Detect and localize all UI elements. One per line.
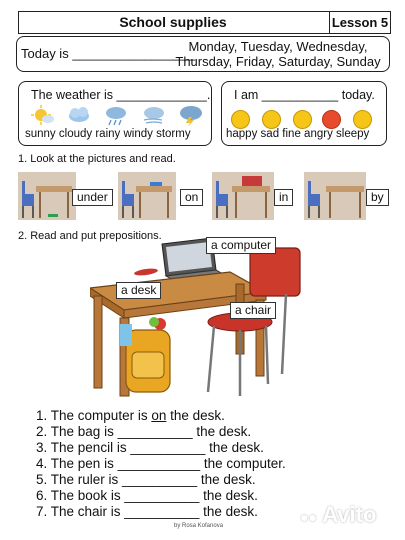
sentence-4-num: 4. [36,456,48,471]
sentence-1-num: 1. [36,408,48,423]
task2-instruction: 2. Read and put prepositions. [18,230,162,242]
author-credit: by Rosa Kofanova [174,523,224,529]
days-list [173,39,383,69]
sentence-1 [36,408,225,423]
lesson-label: Lesson 5 [329,12,390,33]
weather-word-stormy: stormy [156,128,191,140]
weather-prompt: The weather is _____________. [31,88,211,102]
angry-face-icon [322,110,341,129]
sentence-1-pre: The computer is [50,408,152,423]
feeling-word-fine: fine [282,128,301,140]
weather-word-rainy: rainy [95,128,121,140]
label-a-computer: a computer [206,237,276,254]
sentence-7-text: The chair is __________ the desk. [50,504,258,519]
feeling-word-angry: angry [304,128,333,140]
today-label: Today is [21,46,69,61]
desk-chair-picture-4 [304,172,366,220]
storm-icon [180,106,202,126]
sentence-1-answer: on [151,408,167,423]
cloud-icon [69,107,89,122]
sentence-5-text: The ruler is __________ the desk. [50,472,256,487]
days-line-1: Monday, Tuesday, Wednesday, [188,39,368,54]
prep-label-on: on [180,189,203,206]
sentence-2 [36,424,251,439]
sentence-4 [36,456,286,471]
feeling-word-sad: sad [260,128,280,140]
feeling-words [226,128,369,140]
sentence-7-num: 7. [36,504,48,519]
weather-word-cloudy: cloudy [58,128,93,140]
desk-chair-picture-1 [18,172,76,220]
weather-words [25,128,191,140]
watermark-logo [300,502,376,528]
feeling-word-sleepy: sleepy [336,128,370,140]
sentence-2-num: 2. [36,424,48,439]
page-title: School supplies [119,14,227,30]
sentence-6-num: 6. [36,488,48,503]
sentence-5 [36,472,256,487]
feelings-box [221,81,387,146]
sleepy-face-icon [353,110,372,129]
bag-icon [120,317,170,392]
today-blank: _________________ [72,46,196,61]
feeling-word-happy: happy [226,128,258,140]
task1-instruction: 1. Look at the pictures and read. [18,153,176,165]
sentence-2-text: The bag is __________ the desk. [50,424,252,439]
desk-chair-picture-3 [212,172,274,220]
sentence-5-num: 5. [36,472,48,487]
sun-icon [31,105,54,125]
fine-face-icon [293,110,312,129]
title-bar [18,11,391,34]
watermark-dots-icon: ●● [300,509,317,525]
label-a-desk: a desk [116,282,161,299]
sentence-3-num: 3. [36,440,48,455]
happy-face-icon [231,110,250,129]
label-a-chair: a chair [230,302,276,319]
weather-box [18,81,212,146]
sentence-3-text: The pencil is __________ the desk. [50,440,264,455]
sentence-6-text: The book is __________ the desk. [50,488,258,503]
sentence-7 [36,504,258,519]
today-box [16,36,390,72]
today-line [21,46,195,61]
watermark-text: Avito [322,502,377,527]
days-line-2: Thursday, Friday, Saturday, Sunday [175,54,381,69]
sentence-3 [36,440,264,455]
desk-chair-picture-2 [118,172,176,220]
weather-word-sunny: sunny [25,128,56,140]
chair-icon [208,248,300,396]
rain-icon [106,107,126,125]
weather-word-windy: windy [123,128,153,140]
prep-label-in: in [274,189,293,206]
wind-icon [144,107,164,123]
sentence-4-text: The pen is ___________ the computer. [50,456,286,471]
prep-label-under: under [72,189,113,206]
sentence-6 [36,488,258,503]
desk-scene-illustration [90,234,310,402]
sentence-1-post: the desk. [166,408,225,423]
sad-face-icon [262,110,281,129]
feelings-prompt: I am ___________ today. [234,88,375,102]
prep-label-by: by [366,189,389,206]
weather-icons [23,104,209,126]
